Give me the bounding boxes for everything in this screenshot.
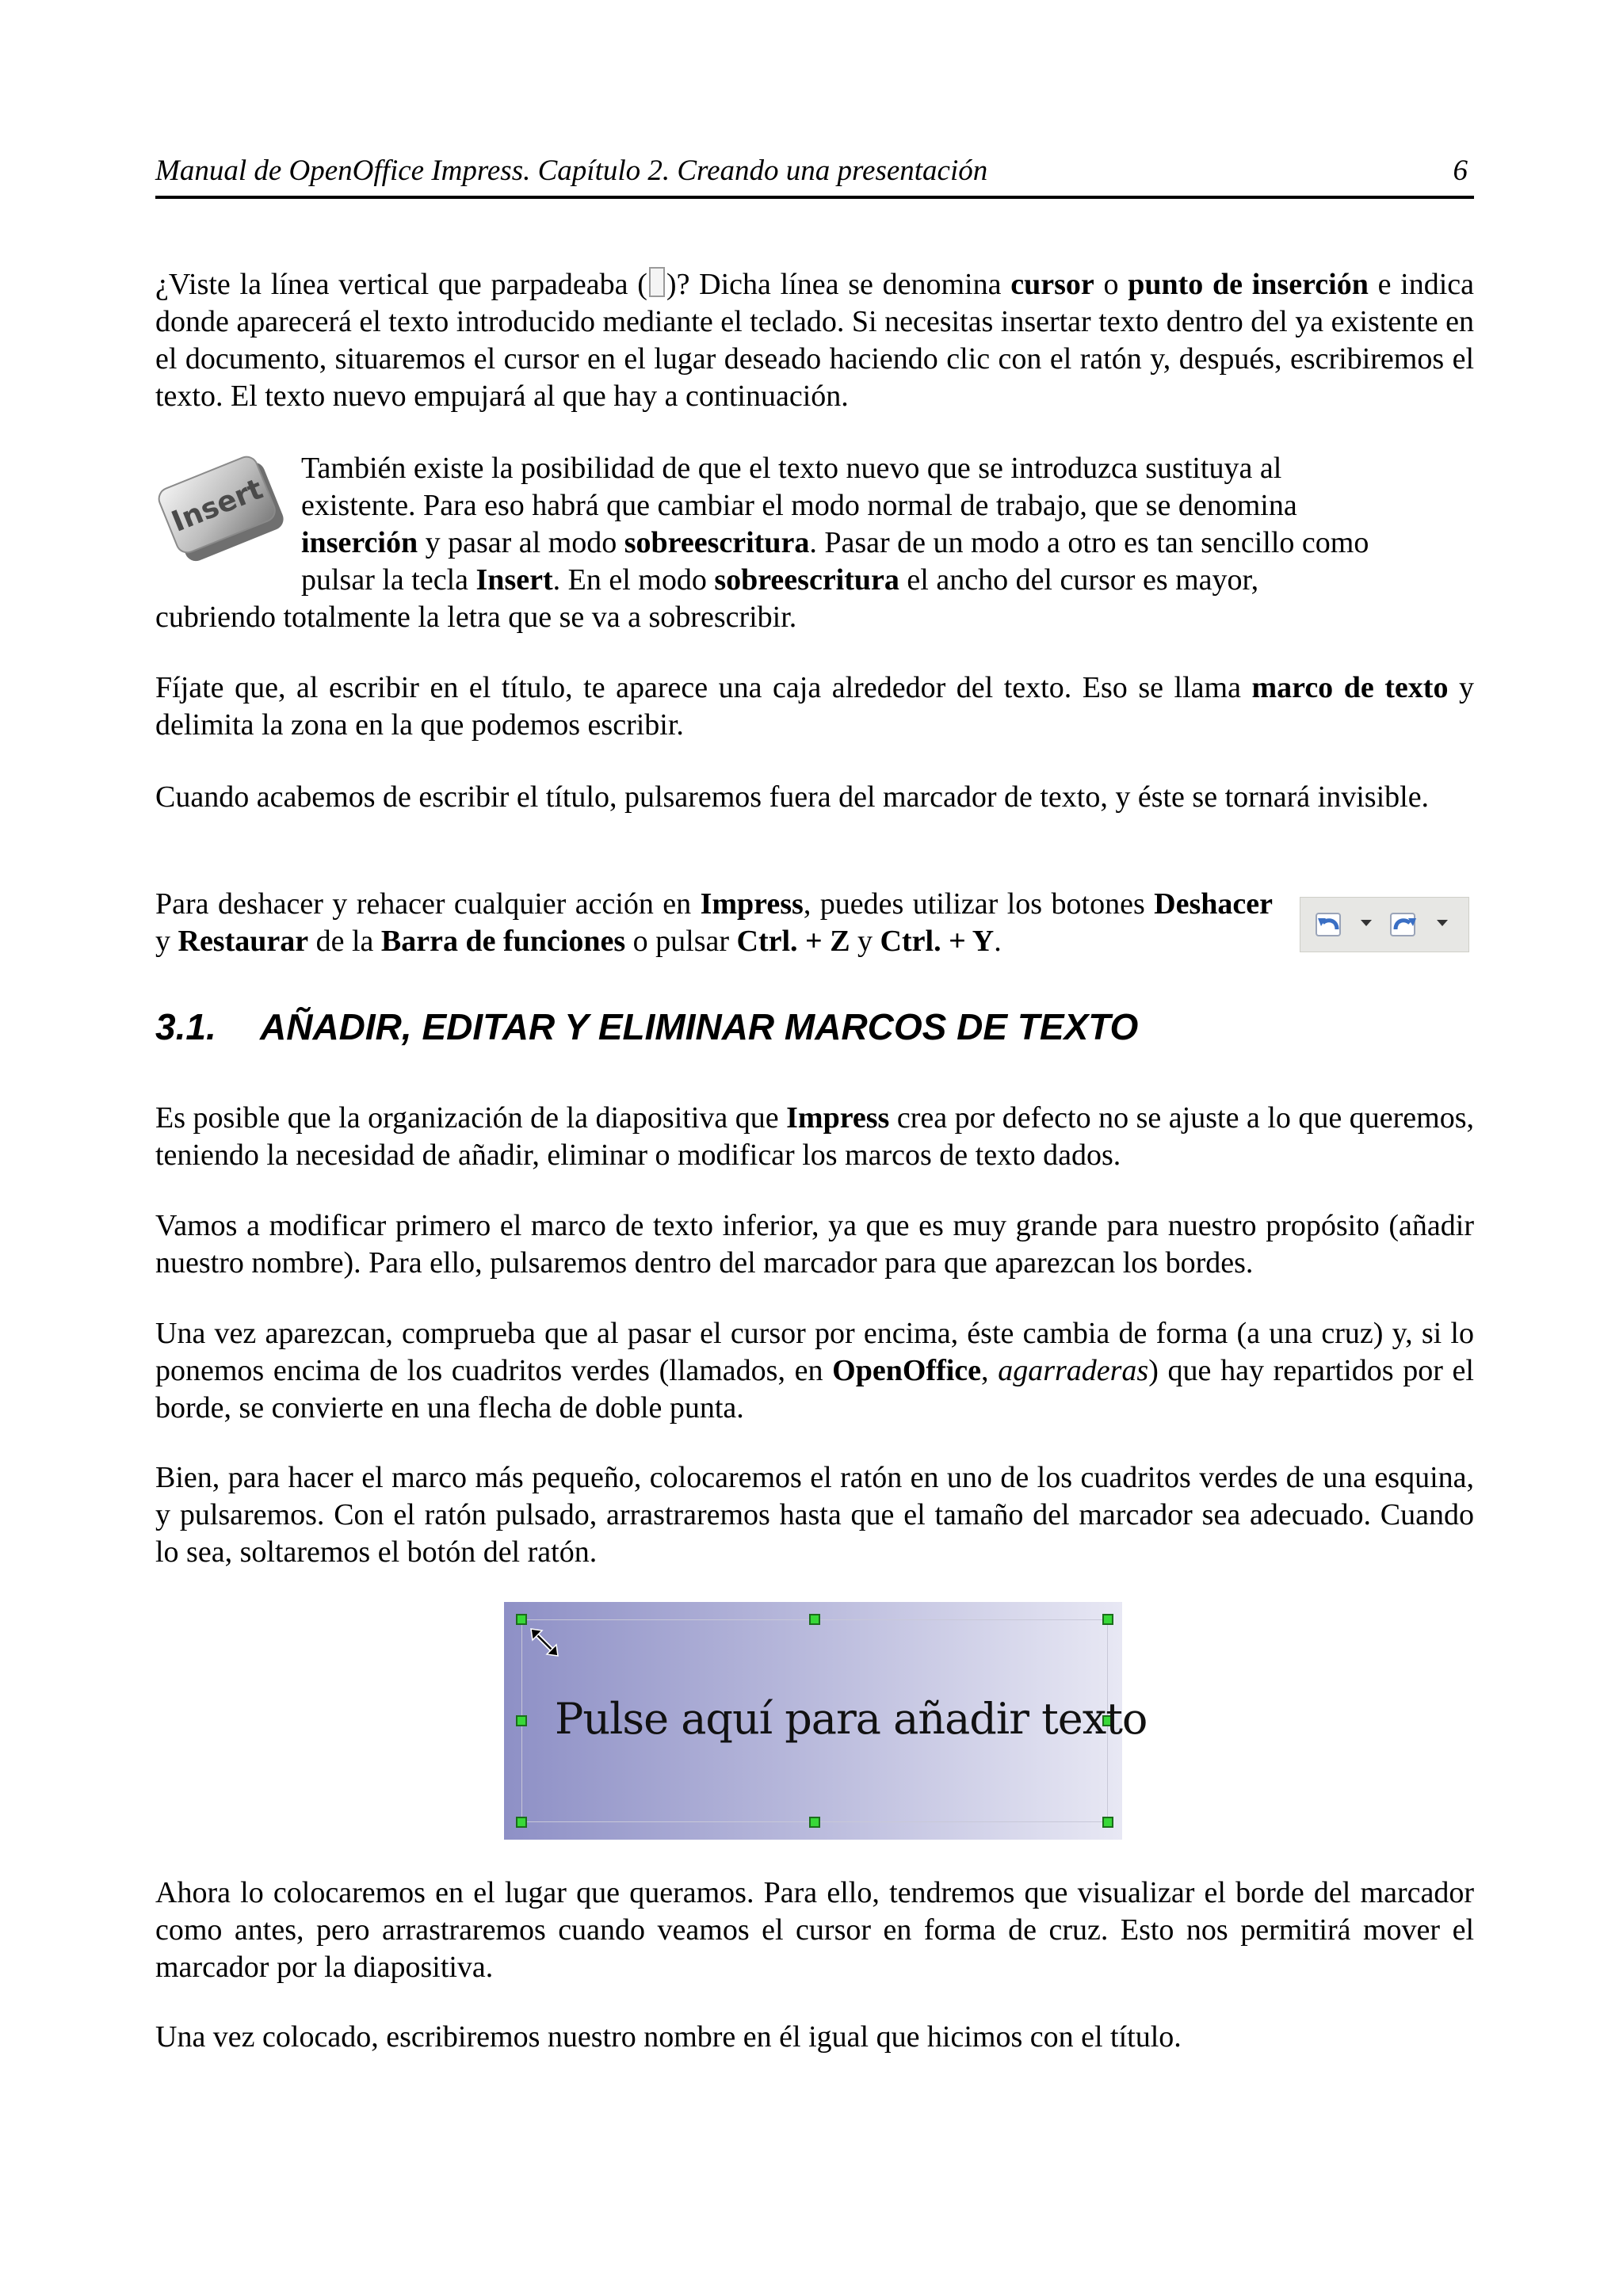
frame-handle[interactable]	[1102, 1817, 1113, 1828]
page-header	[155, 155, 1474, 187]
frame-handle[interactable]	[1102, 1614, 1113, 1625]
frame-handle[interactable]	[809, 1614, 820, 1625]
frame-handle[interactable]	[516, 1817, 527, 1828]
text-frame-screenshot	[504, 1602, 1148, 1840]
undo-redo-toolbar	[1300, 897, 1469, 952]
paragraph-resize: Bien, para hacer el marco más pequeño, colocaremos el ratón en uno de los cuadritos verdes de una esquina, y pulsaremos. Con el ratón pulsado, arrastraremos hasta que el tamaño del marcador sea adecuado. Cuando lo sea, soltaremos el botón del ratón.	[155, 1461, 1474, 1569]
header-title: Manual de OpenOffice Impress. Capítulo 2. Creando una presentación	[155, 154, 988, 187]
paragraph-modify-frame: Vamos a modificar primero el marco de texto inferior, ya que es muy grande para nuestro propósito (añadir nuestro nombre). Para ello, pulsaremos dentro del marcador para que aparezcan los bordes.	[155, 1209, 1474, 1280]
paragraph-invisible: Cuando acabemos de escribir el título, pulsaremos fuera del marcador de texto, y éste se tornará invisible.	[155, 780, 1430, 814]
page-number: 6	[1453, 154, 1468, 187]
frame-handle[interactable]	[516, 1614, 527, 1625]
paragraph-cursor: ¿Viste la línea vertical que parpadeaba ( )? Dicha línea se denomina cursor o punto de inserción e indica donde aparecerá el texto introducido mediante el teclado. Si necesitas insertar texto dentro del ya existente en el documento, situaremos el cursor en el lugar deseado haciendo clic con el ratón y, después, escribiremos el texto. El texto nuevo empujará al que hay a continuación.	[155, 268, 1475, 413]
frame-placeholder-text[interactable]: Pulse aquí para añadir texto	[555, 1694, 1148, 1744]
paragraph-write-name: Una vez colocado, escribiremos nuestro nombre en él igual que hicimos con el título.	[155, 2020, 1182, 2054]
insert-key-label: Insert	[167, 472, 268, 539]
paragraph-handles: Una vez aparezcan, comprueba que al pasar el cursor por encima, éste cambia de forma (a una cruz) y, si lo ponemos encima de los cuadritos verdes (llamados, en OpenOffice, agarraderas) que hay repartidos por el borde, se convierte en una flecha de doble punta.	[155, 1317, 1474, 1425]
paragraph-organization: Es posible que la organización de la diapositiva que Impress crea por defecto no se ajuste a lo que queremos, teniendo la necesidad de añadir, eliminar o modificar los marcos de texto dados.	[155, 1101, 1475, 1172]
frame-handle[interactable]	[516, 1715, 527, 1726]
cursor-glyph-icon	[649, 267, 665, 297]
redo-icon[interactable]	[1388, 909, 1423, 940]
paragraph-undo-redo: Para deshacer y rehacer cualquier acción en Impress, puedes utilizar los botones Deshacer y Restaurar de la Barra de funciones o pulsar Ctrl. + Z y Ctrl. + Y.	[155, 887, 1273, 958]
section-heading: 3.1. AÑADIR, EDITAR Y ELIMINAR MARCOS DE TEXTO	[155, 1006, 1139, 1047]
paragraph-text-frame: Fíjate que, al escribir en el título, te aparece una caja alrededor del texto. Eso se llama marco de texto y delimita la zona en la que podemos escribir.	[155, 671, 1475, 742]
redo-dropdown-icon[interactable]	[1437, 920, 1448, 926]
insert-key-icon	[155, 453, 290, 572]
header-rule	[155, 196, 1474, 199]
resize-cursor-icon	[528, 1626, 561, 1659]
undo-dropdown-icon[interactable]	[1361, 920, 1372, 926]
paragraph-move-frame: Ahora lo colocaremos en el lugar que queramos. Para ello, tendremos que visualizar el borde del marcador como antes, pero arrastraremos cuando veamos el cursor en forma de cruz. Esto nos permitirá mover el marcador por la diapositiva.	[155, 1876, 1474, 1984]
undo-icon[interactable]	[1313, 909, 1348, 940]
frame-handle[interactable]	[809, 1817, 820, 1828]
